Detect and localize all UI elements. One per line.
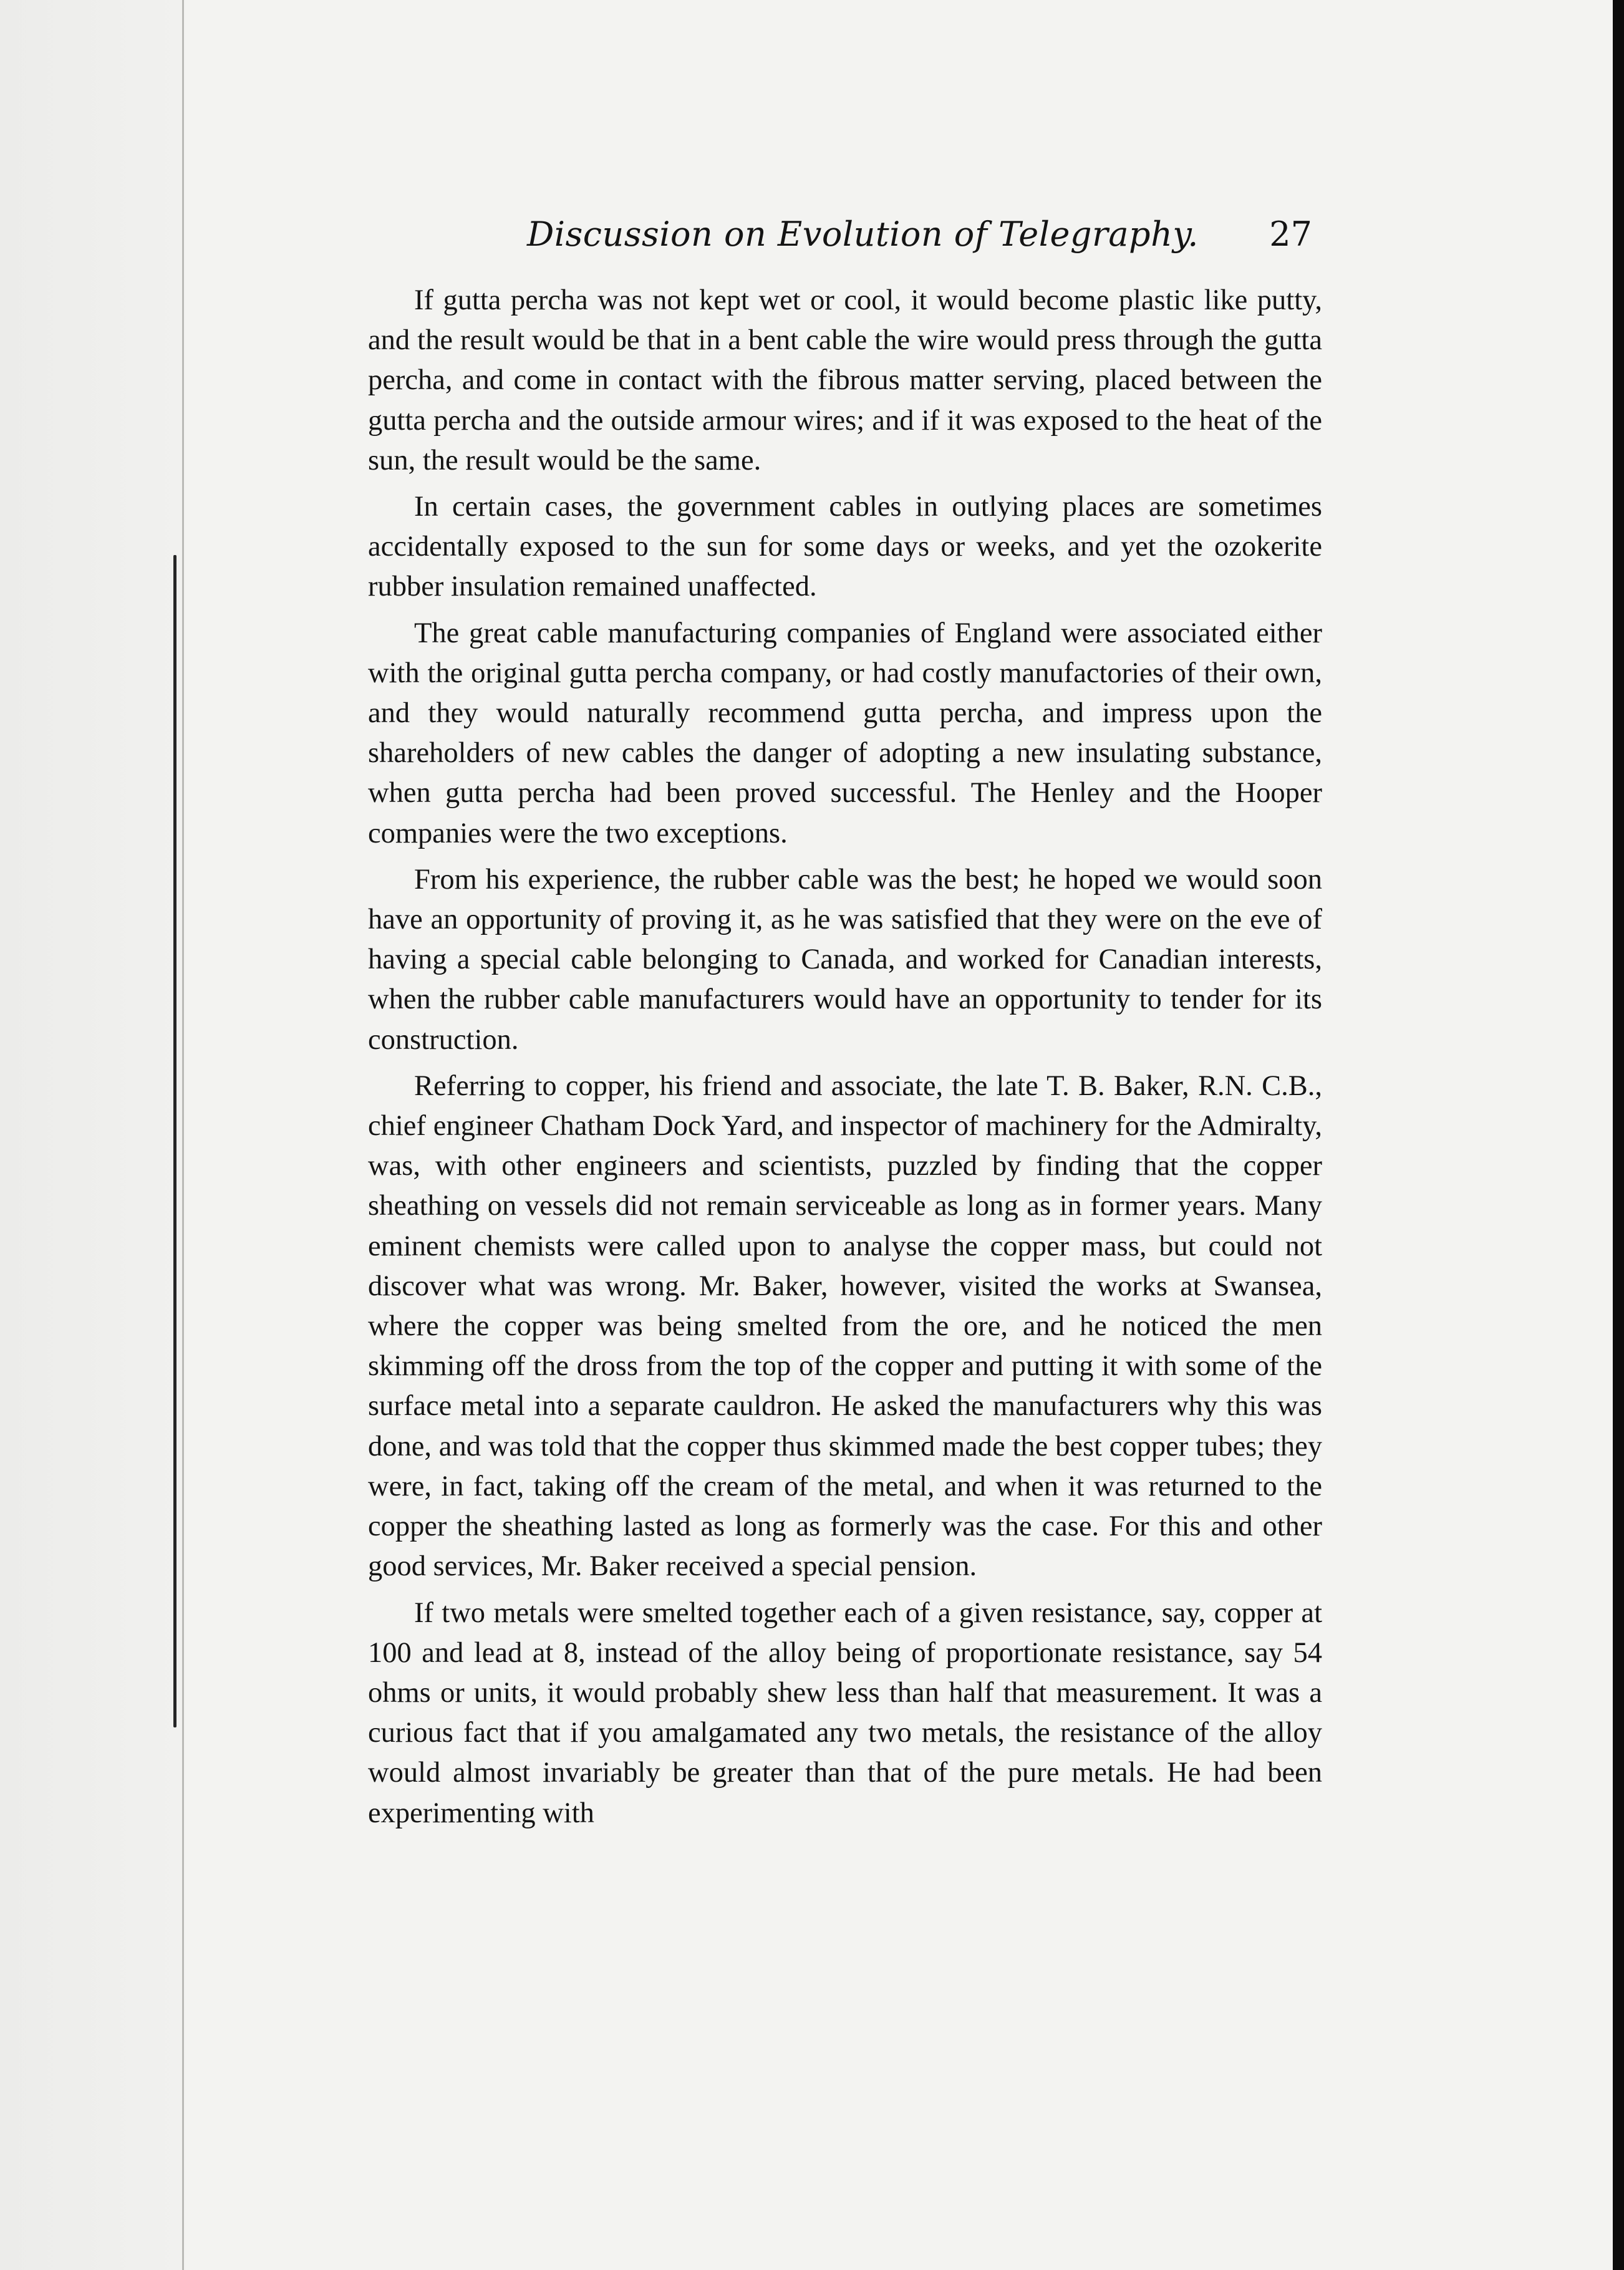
- scan-border: [1613, 0, 1624, 2270]
- running-head: [368, 212, 1322, 281]
- body-text: [368, 281, 1322, 1833]
- page-edge-shadow: [173, 555, 176, 1727]
- book-page: [368, 212, 1322, 1840]
- running-head-title: Discussion on Evolution of Telegraphy.: [527, 215, 1199, 254]
- paragraph: From his experience, the rubber cable was the best; he hoped we would soon have an opportunity of proving it, as he was satisfied that they were on the eve of having a special cable belonging to Canada, and worked for Canadian interests, when the rubber cable manufacturers would have an opportunity to tender for its construction.: [368, 863, 1322, 1056]
- binding-edge-line: [182, 0, 184, 2270]
- page-number: 27: [1269, 215, 1312, 254]
- page-gutter: [0, 0, 182, 2270]
- paragraph: In certain cases, the government cables in outlying places are sometimes accidentally exposed to the sun for some days or weeks, and yet the ozokerite rubber insulation remained unaffected.: [368, 491, 1322, 603]
- paragraph: If gutta percha was not kept wet or cool, it would become plastic like putty, and the result would be that in a bent cable the wire would press through the gutta percha, and come in contact with the fibrous matter serving, placed between the gutta percha and the outside armour wires; and if it was exposed to the heat of the sun, the result would be the same.: [368, 284, 1322, 476]
- paragraph: Referring to copper, his friend and associate, the late T. B. Baker, R.N. C.B., chief engineer Chatham Dock Yard, and inspector of machinery for the Admiralty, was, with other engineers and scientists, puzzled by finding that the copper sheathing on vessels did not remain serviceable as long as in former years. Many eminent chemists were called upon to analyse the copper mass, but could not discover what was wrong. Mr. Baker, however, visited the works at Swansea, where the copper was being smelted from the ore, and he noticed the men skimming off the dross from the top of the copper and putting it with some of the surface metal into a separate cauldron. He asked the manufacturers why this was done, and was told that the copper thus skimmed made the best copper tubes; they were, in fact, taking off the cream of the metal, and when it was returned to the copper the sheathing lasted as long as formerly was the case. For this and other good services, Mr. Baker received a special pension.: [368, 1070, 1322, 1583]
- paragraph: The great cable manufacturing companies of England were associated either with the original gutta percha company, or had costly manufactories of their own, and they would naturally recommend gutta percha, and impress upon the shareholders of new cables the danger of adopting a new insulating substance, when gutta percha had been proved successful. The Henley and the Hooper companies were the two exceptions.: [368, 617, 1322, 849]
- paragraph: If two metals were smelted together each of a given resistance, say, copper at 100 and lead at 8, instead of the alloy being of proportionate resistance, say 54 ohms or units, it would probably shew less than half that measurement. It was a curious fact that if you amalgamated any two metals, the resistance of the alloy would almost invariably be greater than that of the pure metals. He had been experimenting with: [368, 1596, 1322, 1829]
